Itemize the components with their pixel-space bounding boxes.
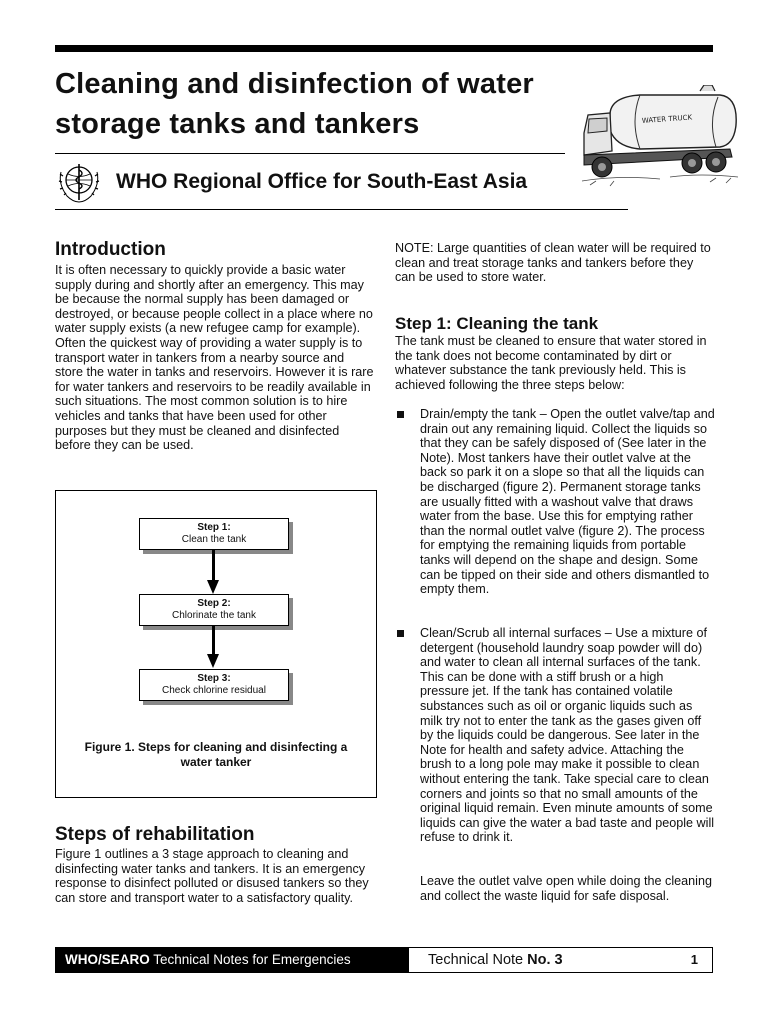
- step-box-2: [139, 594, 289, 626]
- organization-name: WHO Regional Office for South-East Asia: [116, 170, 528, 193]
- top-rule: [55, 45, 713, 52]
- step-description: Clean the tank: [181, 534, 247, 545]
- title-rule: [55, 153, 565, 154]
- introduction-paragraph-2: Often the quickest way of providing a water supply is to transport water in tankers from a nearby source and store the water in tanks and reservoirs. However it is rare for water tankers and reservoirs to be readily available in such situations. The most common solution is to hire vehicles and tanks that have been used for other purposes but they must be cleaned and disinfected before they can be used.: [55, 335, 374, 453]
- rehabilitation-paragraph: Figure 1 outlines a 3 stage approach to cleaning and disinfecting water tanks and tankers. It is an emergency response to disinfect polluted or disused tankers so they can store and transport water to a satisfactory quality.: [55, 847, 369, 905]
- footer-bar: [55, 947, 713, 973]
- organization-rule: [55, 209, 628, 210]
- footer-technical-note: [428, 948, 563, 972]
- arrow-down-icon: [207, 580, 219, 594]
- step-box-3: [139, 669, 289, 701]
- step-label: Step 1:: [197, 522, 231, 533]
- figure-caption: Figure 1. Steps for cleaning and disinfecting a water tanker: [84, 740, 348, 769]
- page-number: 1: [690, 952, 698, 967]
- outlet-valve-note: Leave the outlet valve open while doing the cleaning and collect the waste liquid for safe disposal.: [420, 874, 712, 903]
- step-description: Chlorinate the tank: [172, 610, 256, 621]
- step-description: Check chlorine residual: [162, 685, 266, 696]
- arrow-down-icon: [207, 654, 219, 668]
- step1-heading: Step 1: Cleaning the tank: [395, 314, 599, 333]
- introduction-paragraph-1: It is often necessary to quickly provide a basic water supply during and shortly after an emergency. This may be because the normal supply has been damaged or destroyed, or because people collect in a place where no water supply exists (a new refugee camp for example).: [55, 263, 373, 336]
- square-bullet-icon: [397, 411, 404, 418]
- step-label: Step 3:: [197, 673, 231, 684]
- bullet-text: Drain/empty the tank – Open the outlet valve/tap and drain out any remaining liquid. Collect the liquids so that they can be safely disposed of (See later in the Note). Most tankers have their outlet valve at the back so park it on a slope so that all the liquids can be discharged (figure 2). Permanent storage tanks are usually fitted with a washout valve that draws water from the base. Use this for emptying rather than the normal outlet valve (figure 2). The process for emptying the remaining liquids from portable tanks will depend on the shape and design. Some can be tipped on their side and others dismantled to empty them.: [420, 407, 715, 597]
- footer-series-org: WHO/SEARO: [65, 952, 150, 967]
- note-paragraph: NOTE: Large quantities of clean water will be required to clean and treat storage tanks and tankers before they can be used to store water.: [395, 241, 711, 285]
- title-line-2: storage tanks and tankers: [55, 108, 420, 140]
- who-emblem-icon: [55, 160, 103, 206]
- step-box-1: [139, 518, 289, 550]
- square-bullet-icon: [397, 630, 404, 637]
- introduction-heading: Introduction: [55, 239, 166, 260]
- footer-series: [56, 948, 409, 972]
- title-line-1: Cleaning and disinfection of water: [55, 68, 534, 100]
- arrow-shaft: [212, 626, 215, 656]
- truck-label: WATER TRUCK: [641, 113, 693, 125]
- rehabilitation-heading: Steps of rehabilitation: [55, 824, 255, 845]
- step1-intro: The tank must be cleaned to ensure that water stored in the tank does not become contaminated by dirt or whatever substance the tank previously held. This is achieved following the three steps below:: [395, 334, 707, 392]
- footer-series-title: Technical Notes for Emergencies: [149, 952, 351, 967]
- step-label: Step 2:: [197, 598, 231, 609]
- introduction-body: [55, 263, 375, 453]
- water-truck-illustration: [580, 85, 740, 190]
- rehabilitation-body: [55, 847, 375, 905]
- bullet-text: Clean/Scrub all internal surfaces – Use a mixture of detergent (household laundry soap powder will do) and water to clean all internal surfaces of the tank. This can be done with a stiff brush or a high pressure jet. If the tank has contained volatile substances such as oil or organic liquids such as milk try not to enter the tank as the gases given off by the liquids could be dangerous. See later in the Note for health and safety advice. Attaching the brush to a long pole may make it possible to clean without entering the tank. Take special care to clean corners and joints so that no small amounts of the original liquid remain. Even minute amounts of some liquids can give the water a bad taste and people will refuse to drink it.: [420, 626, 715, 845]
- figure-steps: [55, 490, 377, 798]
- arrow-shaft: [212, 550, 215, 582]
- footer-note-label: Technical Note: [428, 952, 528, 968]
- footer-note-number: No. 3: [527, 952, 563, 968]
